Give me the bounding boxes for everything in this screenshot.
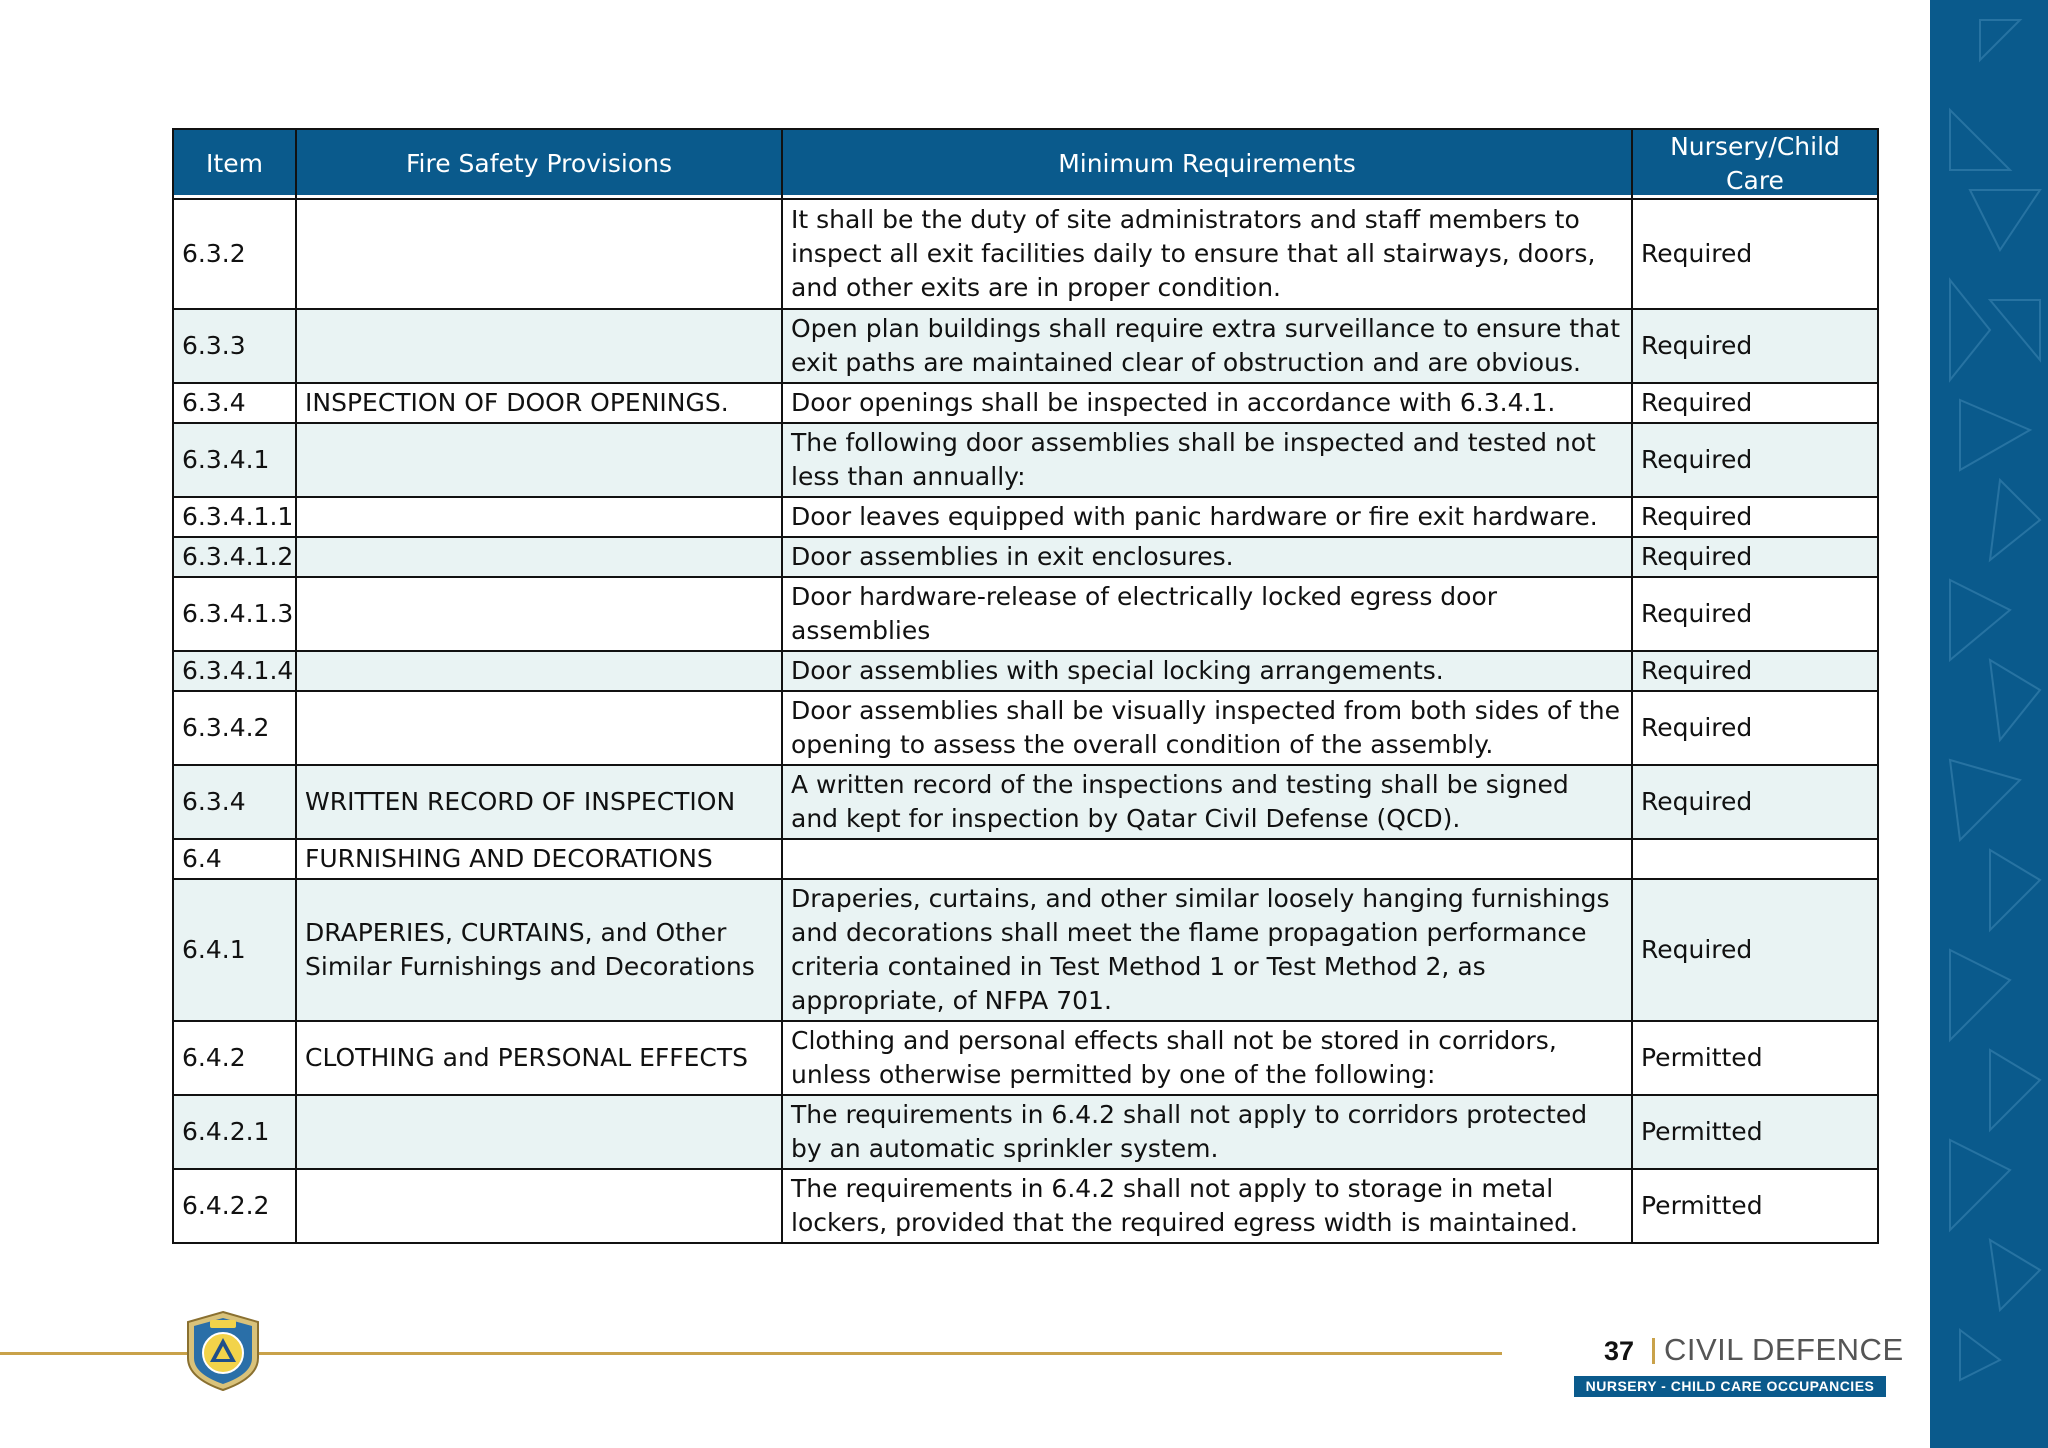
table-row [173,309,1878,383]
table-row [173,497,1878,537]
status-cell: Required [1632,651,1878,691]
header-minimum-requirements: Minimum Requirements [782,129,1632,199]
status-cell: Required [1632,691,1878,765]
page-number: 37 [1604,1336,1635,1366]
item-cell: 6.4 [173,839,296,879]
item-cell: 6.3.4.1.1 [173,497,296,537]
provision-cell [296,651,782,691]
status-cell: Required [1632,577,1878,651]
requirement-cell: Door openings shall be inspected in accordance with 6.3.4.1. [782,383,1632,423]
table-row [173,651,1878,691]
table-row [173,1021,1878,1095]
provision-cell [296,691,782,765]
item-cell: 6.3.4 [173,765,296,839]
provision-cell: DRAPERIES, CURTAINS, and Other Similar Furnishings and Decorations [296,879,782,1021]
table-row [173,577,1878,651]
footer-separator [1652,1338,1655,1364]
requirement-cell: Door assemblies with special locking arrangements. [782,651,1632,691]
item-cell: 6.3.4.1.2 [173,537,296,577]
provision-cell: WRITTEN RECORD OF INSPECTION [296,765,782,839]
item-cell: 6.3.4.2 [173,691,296,765]
item-cell: 6.3.4.1 [173,423,296,497]
provision-cell [296,1095,782,1169]
provision-cell [296,577,782,651]
requirement-cell: Door leaves equipped with panic hardware or fire exit hardware. [782,497,1632,537]
table-row [173,879,1878,1021]
requirement-cell: The requirements in 6.4.2 shall not apply to storage in metal lockers, provided that the required egress width is maintained. [782,1169,1632,1243]
requirement-cell: Open plan buildings shall require extra surveillance to ensure that exit paths are maintained clear of obstruction and are obvious. [782,309,1632,383]
provision-cell: INSPECTION OF DOOR OPENINGS. [296,383,782,423]
requirement-cell: Door hardware-release of electrically locked egress door assemblies [782,577,1632,651]
table-row [173,765,1878,839]
item-cell: 6.4.2.2 [173,1169,296,1243]
status-cell: Permitted [1632,1095,1878,1169]
table-row [173,839,1878,879]
provision-cell: CLOTHING and PERSONAL EFFECTS [296,1021,782,1095]
item-cell: 6.4.2.1 [173,1095,296,1169]
requirement-cell [782,839,1632,879]
item-cell: 6.4.1 [173,879,296,1021]
triangle-pattern-icon [1930,0,2048,1448]
requirement-cell: Door assemblies in exit enclosures. [782,537,1632,577]
requirement-cell: Draperies, curtains, and other similar loosely hanging furnishings and decorations shall meet the flame propagation performance criteria contained in Test Method 1 or Test Method 2, as appropriate, of NFPA 701. [782,879,1632,1021]
status-cell: Required [1632,423,1878,497]
status-cell: Required [1632,199,1878,309]
status-cell: Required [1632,309,1878,383]
status-cell [1632,839,1878,879]
provision-cell [296,199,782,309]
table-row [173,383,1878,423]
status-cell: Permitted [1632,1169,1878,1243]
footer-brand: CIVIL DEFENCE [1664,1332,1904,1367]
table-row [173,1095,1878,1169]
requirement-cell: Door assemblies shall be visually inspected from both sides of the opening to assess the overall condition of the assembly. [782,691,1632,765]
requirement-cell: Clothing and personal effects shall not be stored in corridors, unless otherwise permitted by one of the following: [782,1021,1632,1095]
side-decorative-band [1930,0,2048,1448]
qatar-civil-defence-emblem-icon [180,1308,266,1394]
status-cell: Required [1632,497,1878,537]
table-row [173,537,1878,577]
footer-subtitle: NURSERY - CHILD CARE OCCUPANCIES [1574,1376,1886,1397]
provision-cell [296,309,782,383]
status-cell: Required [1632,765,1878,839]
provision-cell [296,537,782,577]
status-cell: Required [1632,537,1878,577]
table-header-row [173,129,1878,199]
header-fire-safety-provisions: Fire Safety Provisions [296,129,782,199]
requirement-cell: The following door assemblies shall be inspected and tested not less than annually: [782,423,1632,497]
header-item: Item [173,129,296,199]
status-cell: Required [1632,383,1878,423]
item-cell: 6.3.3 [173,309,296,383]
requirement-cell: It shall be the duty of site administrators and staff members to inspect all exit facilities daily to ensure that all stairways, doors, and other exits are in proper condition. [782,199,1632,309]
provision-cell: FURNISHING AND DECORATIONS [296,839,782,879]
table-row [173,199,1878,309]
fire-safety-table [172,128,1879,1244]
provision-cell [296,497,782,537]
item-cell: 6.3.4.1.4 [173,651,296,691]
table-row [173,423,1878,497]
item-cell: 6.3.2 [173,199,296,309]
header-nursery-child-care: Nursery/Child Care [1632,129,1878,199]
table-row [173,691,1878,765]
item-cell: 6.3.4 [173,383,296,423]
status-cell: Permitted [1632,1021,1878,1095]
status-cell: Required [1632,879,1878,1021]
table-row [173,1169,1878,1243]
provision-cell [296,1169,782,1243]
requirement-cell: The requirements in 6.4.2 shall not apply to corridors protected by an automatic sprinkler system. [782,1095,1632,1169]
item-cell: 6.4.2 [173,1021,296,1095]
requirement-cell: A written record of the inspections and testing shall be signed and kept for inspection by Qatar Civil Defense (QCD). [782,765,1632,839]
item-cell: 6.3.4.1.3 [173,577,296,651]
provision-cell [296,423,782,497]
